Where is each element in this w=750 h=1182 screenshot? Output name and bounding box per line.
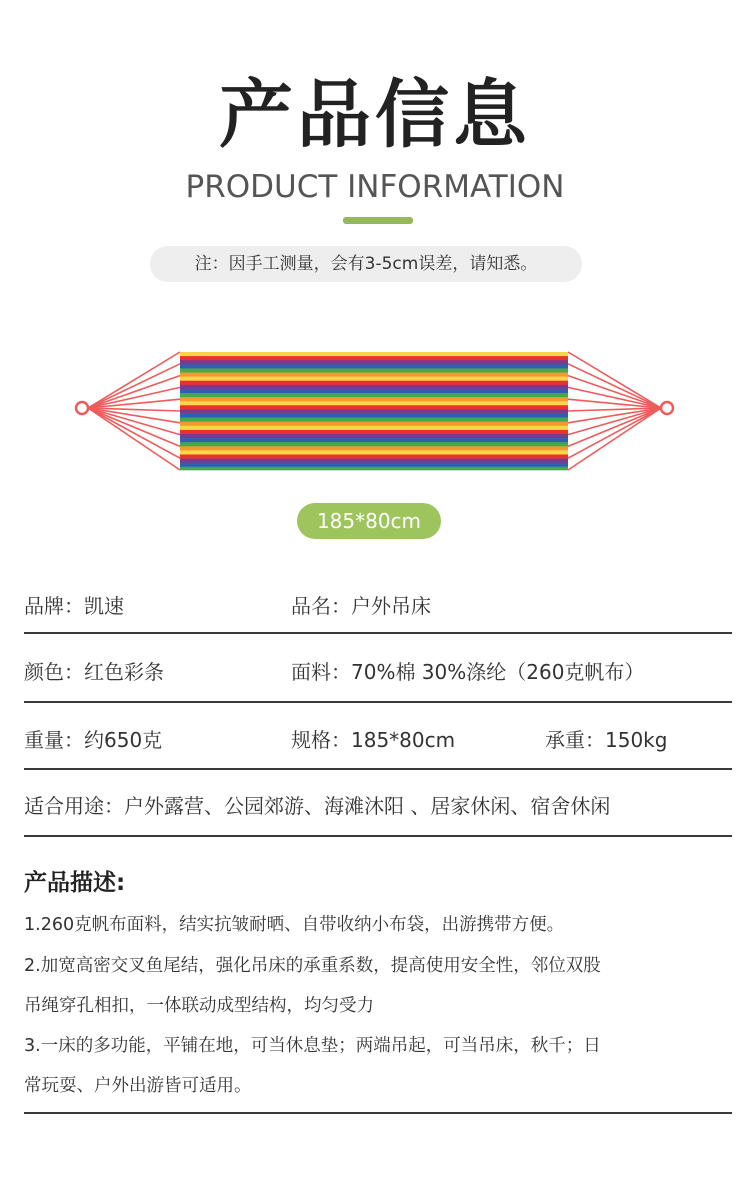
hammock-rope	[88, 387, 180, 408]
description-title: 产品描述:	[24, 870, 126, 896]
spec-weight: 重量：约650克	[24, 728, 163, 752]
page-subtitle: PRODUCT INFORMATION	[185, 169, 565, 205]
spec-fabric: 面料：70%棉 30%涤纶（260克帆布）	[291, 660, 645, 684]
hammock-stripe	[180, 405, 568, 409]
hammock-stripe	[180, 360, 568, 364]
hammock-stripe	[180, 438, 568, 442]
hammock-stripe	[180, 426, 568, 430]
description-line: 吊绳穿孔相扣，一体联动成型结构，均匀受力	[24, 996, 374, 1016]
hammock-stripe	[180, 377, 568, 381]
hammock-stripe	[180, 442, 568, 446]
hammock-stripe	[180, 385, 568, 389]
hammock-stripe	[180, 418, 568, 422]
hammock-illustration	[0, 330, 750, 490]
hammock-fabric	[180, 352, 568, 470]
hammock-stripe	[180, 463, 568, 467]
hammock-stripe	[180, 434, 568, 438]
page-title: 产品信息	[219, 72, 531, 158]
description-line: 2.加宽高密交叉鱼尾结，强化吊床的承重系数，提高使用安全性，邻位双股	[24, 956, 601, 976]
accent-bar	[343, 217, 413, 224]
description-line: 常玩耍、户外出游皆可适用。	[24, 1076, 252, 1096]
hammock-rope	[568, 408, 661, 470]
hammock-stripe	[180, 409, 568, 413]
hammock-stripe	[180, 422, 568, 426]
hammock-stripe	[180, 450, 568, 454]
spec-usage: 适合用途：户外露营、公园郊游、海滩沐阳 、居家休闲、宿舍休闲	[24, 794, 611, 818]
hammock-ropes-left	[88, 352, 180, 470]
hammock-stripe	[180, 352, 568, 356]
hammock-stripe	[180, 467, 568, 471]
divider	[24, 768, 732, 770]
divider	[24, 1112, 732, 1114]
hammock-rope	[568, 364, 661, 408]
divider	[24, 632, 732, 634]
hammock-stripe	[180, 393, 568, 397]
hammock-stripe	[180, 455, 568, 459]
spec-name: 品名：户外吊床	[291, 594, 431, 618]
hammock-stripe	[180, 381, 568, 385]
divider	[24, 701, 732, 703]
hammock-ropes-right	[568, 352, 661, 470]
description-line: 3.一床的多功能，平铺在地，可当休息垫；两端吊起，可当吊床，秋千；日	[24, 1036, 601, 1056]
divider	[24, 835, 732, 837]
hammock-ring-right	[661, 402, 673, 414]
hammock-stripe	[180, 459, 568, 463]
description-line: 1.260克帆布面料，结实抗皱耐晒、自带收纳小布袋，出游携带方便。	[24, 915, 565, 935]
measurement-note: 注：因手工测量，会有3-5cm误差，请知悉。	[150, 246, 582, 282]
hammock-stripe	[180, 446, 568, 450]
hammock-stripe	[180, 389, 568, 393]
size-badge: 185*80cm	[297, 503, 441, 539]
spec-brand: 品牌：凯速	[24, 594, 124, 618]
hammock-stripe	[180, 368, 568, 372]
hammock-rope	[88, 408, 180, 446]
hammock-stripe	[180, 430, 568, 434]
spec-dimensions: 规格：185*80cm	[291, 728, 456, 752]
spec-color: 颜色：红色彩条	[24, 660, 164, 684]
hammock-stripe	[180, 401, 568, 405]
hammock-rope	[568, 387, 661, 408]
hammock-ring-left	[76, 402, 88, 414]
hammock-stripe	[180, 356, 568, 360]
hammock-stripe	[180, 397, 568, 401]
hammock-stripe	[180, 373, 568, 377]
hammock-stripe	[180, 414, 568, 418]
hammock-stripe	[180, 364, 568, 368]
hammock-rope	[88, 408, 180, 470]
spec-load: 承重：150kg	[545, 728, 668, 752]
hammock-rope	[568, 408, 661, 446]
hammock-rope	[88, 364, 180, 408]
